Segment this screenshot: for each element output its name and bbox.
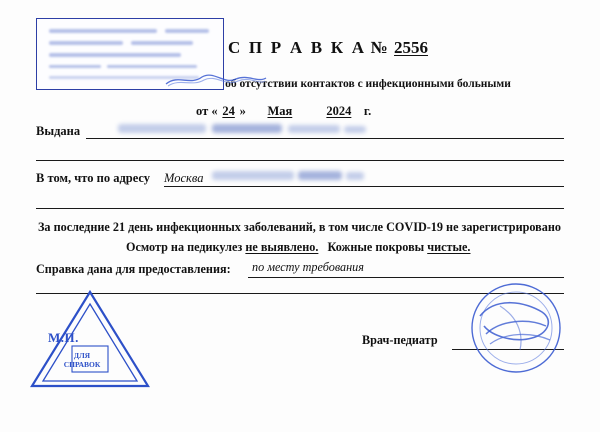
address-label: В том, что по адресу <box>36 171 151 185</box>
redacted-handwriting <box>212 171 294 180</box>
triangle-stamp-spravok: СПРАВОК <box>63 360 101 369</box>
date-quote-close: » <box>239 104 246 118</box>
redacted-handwriting <box>344 126 366 133</box>
title-word: С П Р А В К А <box>228 38 367 57</box>
certificate-number: 2556 <box>394 38 429 57</box>
stamp-text-line <box>49 65 101 68</box>
stamp-text-line <box>49 53 181 57</box>
issued-to-rule <box>86 138 564 139</box>
stamp-text-line <box>49 41 123 45</box>
document-subtitle: об отсутствии контактов с инфекционными больными <box>225 78 511 90</box>
doctor-round-stamp <box>470 282 562 374</box>
date-month: Мая <box>267 104 293 118</box>
redacted-handwriting <box>118 124 206 133</box>
statement-examination <box>126 240 470 255</box>
title-number-sign: № <box>370 38 390 57</box>
triangle-stamp-mp: М.П. <box>48 330 79 345</box>
redacted-handwriting <box>346 172 364 180</box>
triangle-stamp-shape <box>28 288 152 390</box>
redacted-handwriting <box>212 124 282 133</box>
date-year: 2024 <box>326 104 352 118</box>
purpose-rule <box>248 277 564 278</box>
purpose-value: по месту требования <box>252 260 364 274</box>
date-day: 24 <box>222 104 235 118</box>
pediculosis-result: не выявлено. <box>245 240 319 254</box>
date-suffix: г. <box>363 104 372 118</box>
date-prefix: от « <box>196 104 218 118</box>
stamp-text-line <box>49 29 157 33</box>
doctor-title-label: Врач-педиатр <box>362 333 438 347</box>
issue-date-row <box>196 104 371 119</box>
address-city: Москва <box>164 171 204 185</box>
redacted-handwriting <box>298 171 342 180</box>
triangle-stamp <box>28 288 152 390</box>
stamp-text-line <box>131 41 193 45</box>
triangle-stamp-purpose <box>60 351 104 369</box>
stamp-text-line <box>107 65 197 68</box>
triangle-stamp-dlya: ДЛЯ <box>73 351 91 360</box>
stamp-text-line <box>165 29 209 33</box>
pediculosis-label: Осмотр на педикулез <box>126 240 243 254</box>
address-rule <box>164 186 564 187</box>
statement-infection-free: За последние 21 день инфекционных заболеваний, в том числе COVID-19 не зарегистрировано <box>38 220 561 234</box>
skin-label: Кожные покровы <box>327 240 425 254</box>
purpose-label: Справка дана для предоставления: <box>36 262 231 276</box>
redacted-handwriting <box>288 125 340 133</box>
issued-to-rule-second <box>36 160 564 161</box>
issued-to-label: Выдана <box>36 124 81 138</box>
skin-result: чистые. <box>427 240 471 254</box>
address-rule-second <box>36 208 564 209</box>
document-title <box>228 38 588 58</box>
